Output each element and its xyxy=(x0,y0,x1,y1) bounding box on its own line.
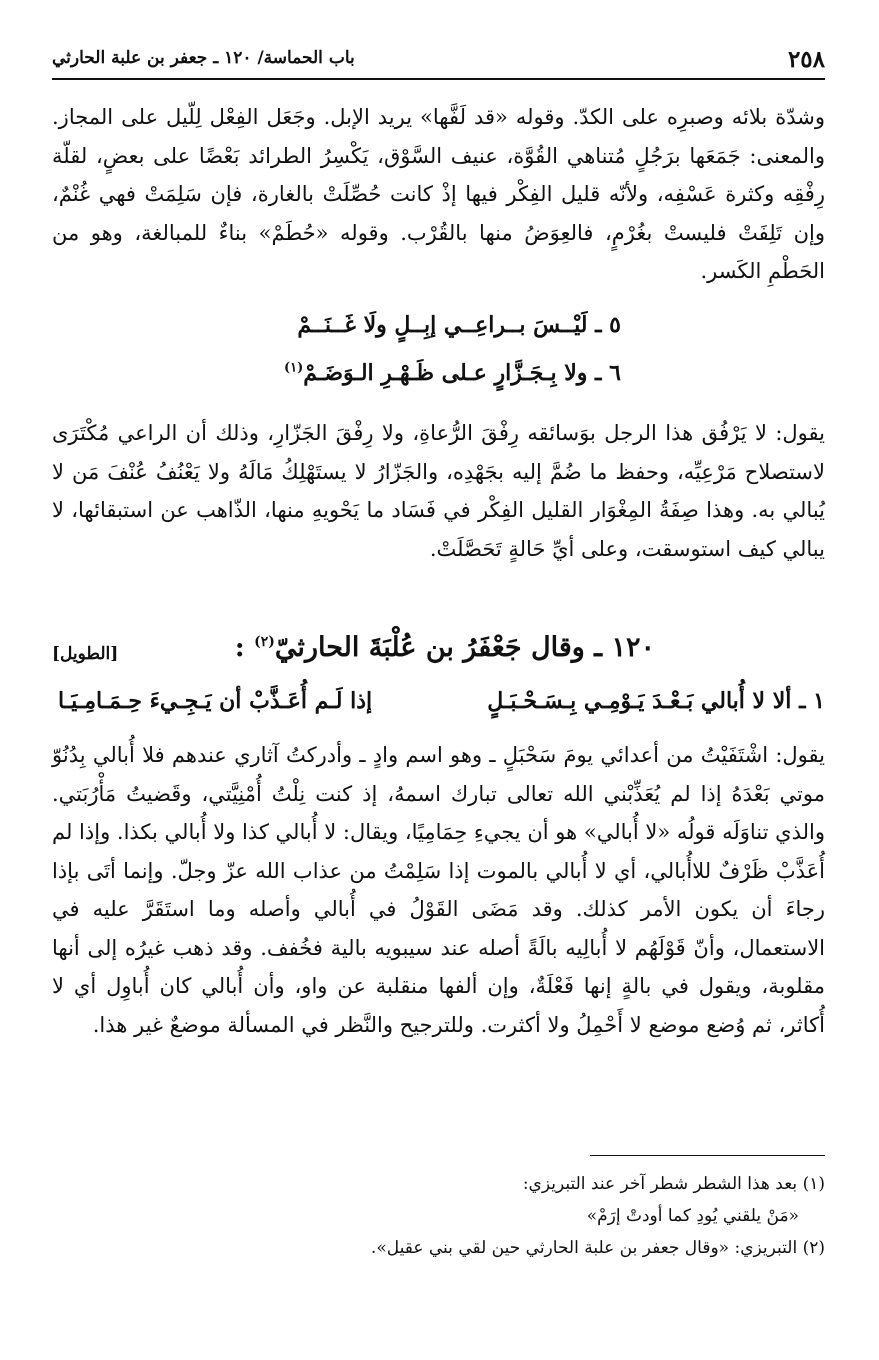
commentary-top-text: وشدّة بلائه وصبرِه على الكدّ. وقوله «قد لَفَّها» يريد الإبل. وجَعَل الفِعْل لِلّيل على المجاز. والمعنى: جَمَعَها برَجُلٍ مُتناهي القُوَّة، عنيف السَّوْق، يَكْسِرُ الطرائد بَعْضًا على بعضٍ، لقلّة رِفْقِه وكثرة عَسْفِه، ولأنّه قليل الفِكْر فيها إذْ كانت حُصِّلَتْ بالغارة، فإن سَلِمَتْ فهي غُنْمٌ، وإن تَلِفَتْ فليستْ بغُرْمٍ، فالعِوَضُ منها بالقُرْب. وقوله «حُطَمْ» بناءٌ للمبالغة، وهو من الحَطْمِ الكَسر. xyxy=(52,105,825,283)
footnote-1-text: بعد هذا الشطر شطر آخر عند التبريزي: xyxy=(522,1174,798,1194)
verse-5-text: ٥ ـ لَيْــسَ بــراعِــي إبِــلٍ ولَا غَــنَــمْ xyxy=(297,312,621,338)
footnote-1 xyxy=(52,1168,825,1200)
running-title: باب الحماسة/ ١٢٠ ـ جعفر بن علبة الحارثي xyxy=(52,48,355,68)
commentary-top xyxy=(52,98,825,291)
footnotes xyxy=(52,1168,825,1264)
footnote-1-quote-text: «مَنْ يلقني يُودِ كما أودتْ إرَمْ» xyxy=(586,1206,799,1226)
section-heading-text: ١٢٠ ـ وقال جَعْفَرُ بن عُلْبَةَ الحارثيّ xyxy=(274,632,655,663)
poem-verse-1 xyxy=(52,688,825,728)
footnote-ref-1: (١) xyxy=(283,360,304,376)
page-number: ٢٥٨ xyxy=(787,46,825,73)
commentary-bottom xyxy=(52,736,825,1044)
header-divider xyxy=(52,78,825,80)
footnote-2 xyxy=(52,1232,825,1264)
verse-5 xyxy=(297,312,621,338)
footnote-1-quote xyxy=(52,1200,825,1232)
footnote-1-mark: (١) xyxy=(802,1174,825,1194)
verse-6 xyxy=(284,360,621,386)
section-colon: : xyxy=(234,632,245,663)
footnote-ref-2: (٢) xyxy=(254,634,275,650)
footnote-2-mark: (٢) xyxy=(802,1238,825,1258)
page-header xyxy=(52,42,825,76)
poetic-meter: [الطويل] xyxy=(52,644,119,664)
verse-6-text: ٦ ـ ولا بِـجَـزَّارٍ عـلى ظَـهْـرِ الـوَضَـمْ xyxy=(303,360,621,386)
section-heading xyxy=(235,632,655,663)
second-hemistich: إذا لَـم أُعَـذَّبْ أن يَـجِـيءَ حِـمَـامِـيَـا xyxy=(58,688,373,714)
footnote-2-text: التبريزي: «وقال جعفر بن علبة الحارثي حين لقي بني عقيل». xyxy=(370,1238,798,1258)
footnote-divider xyxy=(590,1155,825,1156)
first-hemistich: ١ ـ ألا لا أُبالي بَـعْـدَ يَـوْمِـي بِـسَـحْـبَـلٍ xyxy=(487,688,825,714)
commentary-middle-text: يقول: لا يَرْفُق هذا الرجل بوَسائقه رِفْقَ الرُّعاةِ، ولا رِفْقَ الجَزّارِ، وذلك أن الراعي مُكْتَرَى لاستصلاح مَرْعِيِّه، وحفظ ما ضُمَّ إليه بجَهْدِه، والجَزّارُ لا يستَهْلِكُ مَالَهُ ولا يَعْنُفُ عُنْفَ مَن لا يُبالي به. وهذا صِفَةُ المِغْوَار القليل الفِكْر في فَسَاد ما يَحْويهِ منها، الذّاهب عن استبقائها، لا يبالي كيف استوسقت، وعلى أيِّ حَالةٍ تَحَصَّلَتْ. xyxy=(52,421,825,561)
commentary-middle xyxy=(52,414,825,568)
commentary-bottom-text: يقول: اشْتَفَيْتُ من أعدائي يومَ سَحْبَلٍ ـ وهو اسم وادٍ ـ وأدركتُ آثاري عندهم فلا أُبالي بِدُنُوّ موتي بَعْدَهُ إذا لم يُعَذِّبْني الله تعالى تبارك اسمهُ، إذ كنت نِلْتُ أُمْنِيَّتي، وقَضيتُ مَأْرُبَتي. والذي تناوَلَه قولُه «لا أُبالي» هو أن يجيءِ حِمَامِيًا، ويقال: لا أُبالي كذا ولا أُبالي بكذا. وإذا لم أُعَذَّبْ ظَرْفٌ للاأُبالي، أي لا أُبالي بالموت إذا سَلِمْتُ من عذاب الله عزّ وجلّ. وإنما أتَى بإذا رجاءَ أن يكون الأمر كذلك. وقد مَضَى القَوْلُ في أُبالي وأصله وما استَقَرَّ عليه في الاستعمال، وأنّ قَوْلَهُم لا أُبالِيه بالَةً أصله عند سيبويه بالية فخُفف. وقد ذهب غيرُه إلى أنها مقلوبة، ويقول في بالةٍ إنها فَعْلَةٌ، وإن ألفها منقلبة عن واو، وأن أُبالي كان أُباوِل أي لا أُكاثر، ثم وُضع موضع لا أَحْمِلُ ولا أكثرت. وللترجيح والنَّظر في المسألة موضعٌ غير هذا. xyxy=(52,743,825,1037)
section-120 xyxy=(52,632,825,678)
